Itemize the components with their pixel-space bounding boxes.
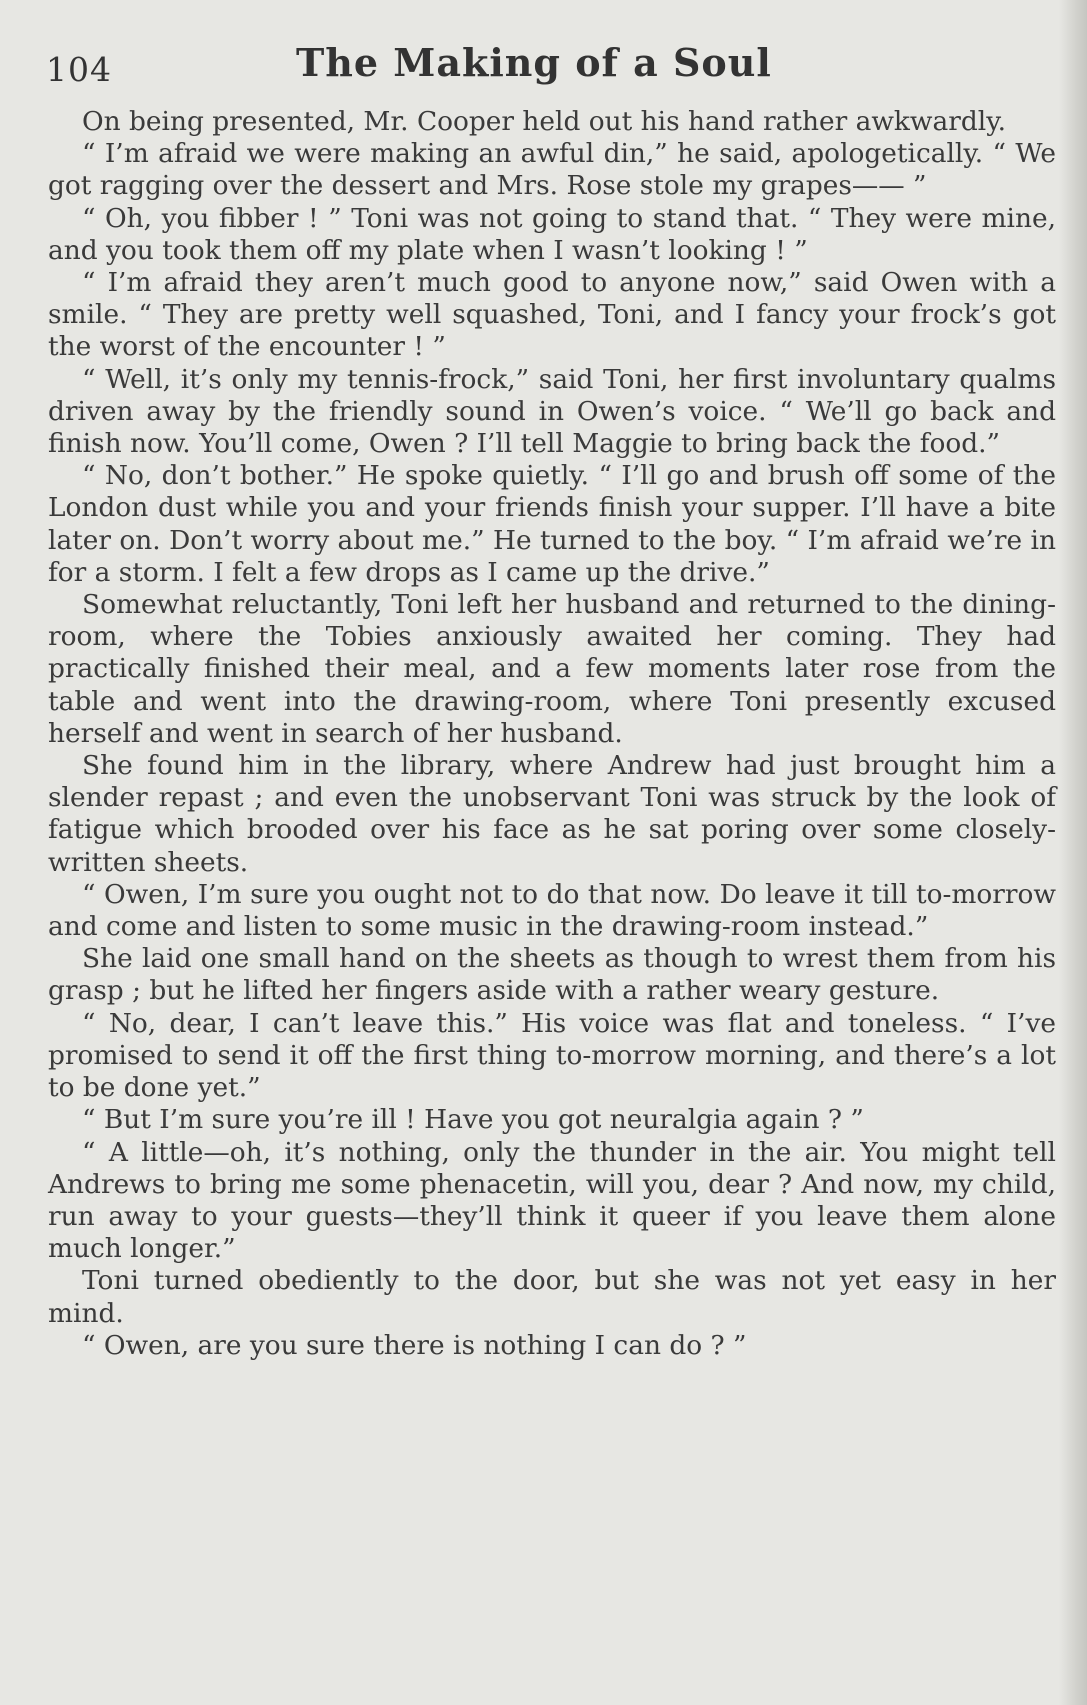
paragraph: She laid one small hand on the sheets as though to wrest them from his grasp ; but he lifted her fingers aside with a rather weary gesture. [48,943,1056,1007]
paragraph: “ No, dear, I can’t leave this.” His voice was flat and toneless. “ I’ve promised to send it off the first thing to-morrow morning, and there’s a lot to be done yet.” [48,1007,1056,1104]
paragraph: “ I’m afraid they aren’t much good to anyone now,” said Owen with a smile. “ They are pretty well squashed, Toni, and I fancy your frock’s got the worst of the encounter ! ” [48,267,1056,363]
paragraph: On being presented, Mr. Cooper held out his hand rather awkwardly. [82,106,1006,137]
paragraph: “ Owen, are you sure there is nothing I can do ? ” [82,1329,747,1361]
page-header [46,40,1046,100]
paragraph: “ I’m afraid we were making an awful din,” he said, apologetically. “ We got ragging over the dessert and Mrs. Rose stole my grapes—— ” [48,138,1056,202]
page-edge-shadow [1059,0,1087,1705]
paragraph: “ Owen, I’m sure you ought not to do that now. Do leave it till to-morrow and come and listen to some music in the drawing-room instead.” [48,878,1056,943]
paragraph: “ No, don’t bother.” He spoke quietly. “ I’ll go and brush off some of the London dust while you and your friends finish your supper. I’ll have a bite later on. Don’t worry about me.” He turned to the boy. “ I’m afraid we’re in for a storm. I felt a few drops as I came up the drive.” [48,460,1056,588]
running-title: The Making of a Soul [296,40,772,85]
body-text [48,106,1056,1362]
page-number: 104 [46,50,112,89]
paragraph: “ But I’m sure you’re ill ! Have you got neuralgia again ? ” [82,1104,864,1136]
paragraph: Somewhat reluctantly, Toni left her husband and returned to the dining-room, where the Tobies anxiously awaited her coming. They had practically finished their meal, and a few moments later rose from the table and went into the drawing-room, where Toni presently excused herself and went in search of her husband. [48,589,1056,749]
paragraph: “ Well, it’s only my tennis-frock,” said Toni, her first involuntary qualms driven away by the friendly sound in Owen’s voice. “ We’ll go back and finish now. You’ll come, Owen ? I’ll tell Maggie to bring back the food.” [48,363,1056,460]
paragraph: “ A little—oh, it’s nothing, only the thunder in the air. You might tell Andrews to bring me some phenacetin, will you, dear ? And now, my child, run away to your guests—they’ll think it queer if you leave them alone much longer.” [48,1136,1056,1265]
paragraph: “ Oh, you fibber ! ” Toni was not going to stand that. “ They were mine, and you took them off my plate when I wasn’t looking ! ” [48,202,1056,266]
paragraph: Toni turned obediently to the door, but she was not yet easy in her mind. [48,1265,1056,1329]
paragraph: She found him in the library, where Andrew had just brought him a slender repast ; and even the unobservant Toni was struck by the look of fatigue which brooded over his face as he sat poring over some closely-written sheets. [48,750,1056,878]
